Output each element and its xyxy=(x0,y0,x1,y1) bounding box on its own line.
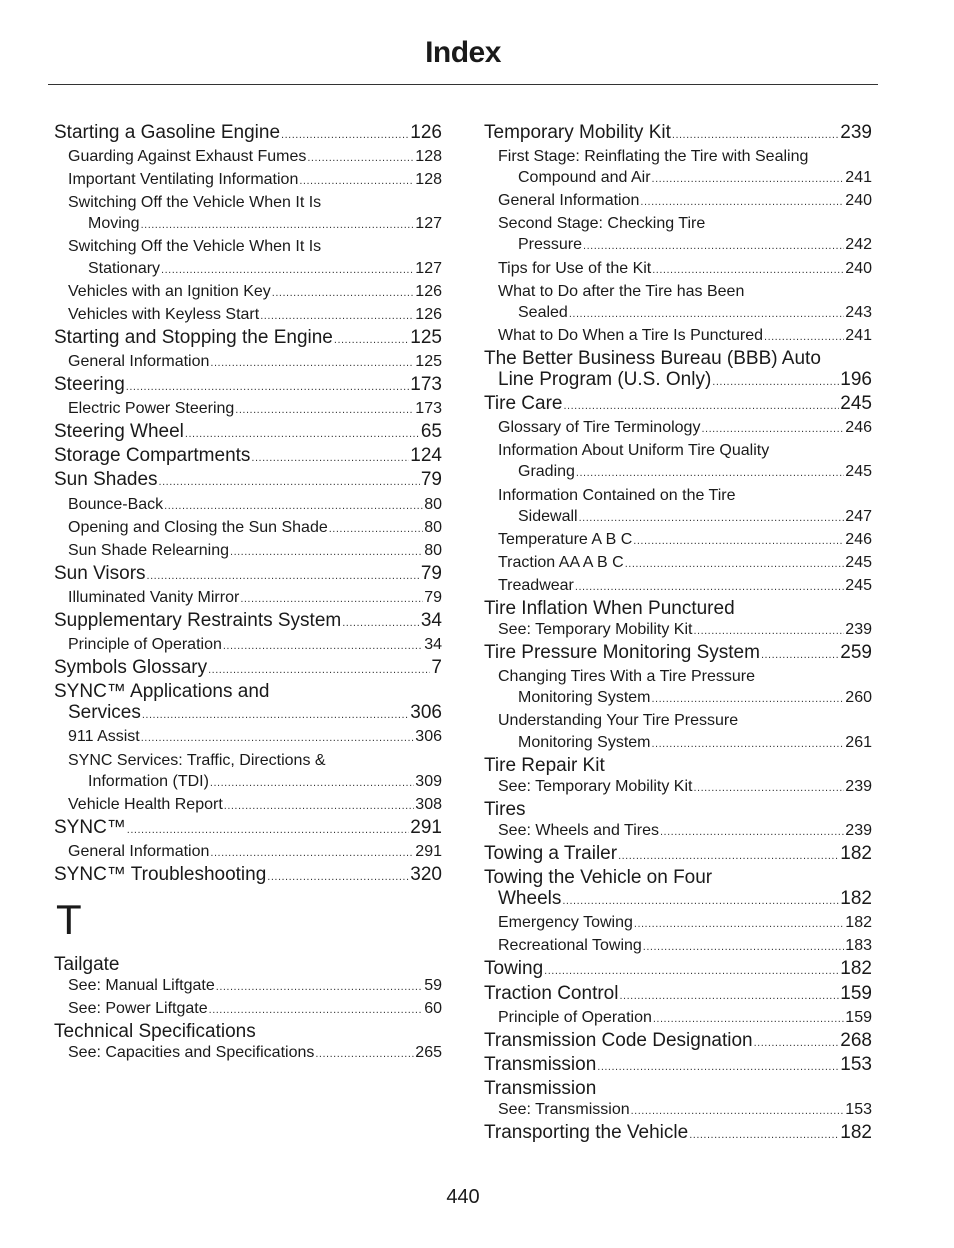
entry-text: Opening and Closing the Sun Shade xyxy=(68,518,328,536)
dot-leader xyxy=(660,822,844,843)
index-subentry xyxy=(484,820,872,843)
index-subentry xyxy=(54,517,442,540)
entry-text: Tire Pressure Monitoring System xyxy=(484,642,760,664)
index-subentry xyxy=(484,417,872,440)
dot-leader xyxy=(210,353,414,374)
dot-leader xyxy=(260,306,414,327)
entry-text: Second Stage: Checking Tire xyxy=(498,215,706,233)
entry-text: First Stage: Reinflating the Tire with Sealing xyxy=(498,148,809,166)
index-subentry xyxy=(484,619,872,642)
entry-text: Vehicles with an Ignition Key xyxy=(68,282,271,300)
index-subentry xyxy=(484,776,872,799)
entry-page-number: 80 xyxy=(424,518,442,536)
entry-page-number: 182 xyxy=(840,888,872,910)
entry-text: Changing Tires With a Tire Pressure xyxy=(498,668,755,686)
dot-leader xyxy=(299,171,414,192)
entry-page-number: 245 xyxy=(845,463,872,481)
index-entry xyxy=(54,445,442,469)
dot-leader xyxy=(281,125,409,146)
index-subentry xyxy=(484,666,872,710)
entry-text: Pressure xyxy=(518,236,583,254)
entry-page-number: 124 xyxy=(410,445,442,467)
dot-leader xyxy=(142,705,409,726)
entry-text: Compound and Air xyxy=(518,169,651,187)
page-title: Index xyxy=(425,36,501,69)
index-entry xyxy=(54,563,442,587)
entry-text: General Information xyxy=(498,192,640,210)
entry-text: Starting a Gasoline Engine xyxy=(54,122,281,143)
index-entry xyxy=(484,393,872,417)
entry-page-number: 308 xyxy=(415,795,442,813)
entry-text: Steering Wheel xyxy=(54,421,184,443)
entry-text: Glossary of Tire Terminology xyxy=(498,419,701,437)
entry-page-number: 182 xyxy=(840,1122,872,1144)
dot-leader xyxy=(653,1009,844,1030)
dot-leader xyxy=(240,589,423,610)
dot-leader xyxy=(209,1000,424,1021)
index-subentry xyxy=(484,213,872,257)
entry-text: Transmission Code Designation xyxy=(484,1029,753,1051)
dot-leader xyxy=(652,734,845,755)
section-letter: T xyxy=(56,896,82,944)
dot-leader xyxy=(576,463,844,484)
dot-leader xyxy=(147,566,420,587)
index-subentry xyxy=(484,190,872,213)
dot-leader xyxy=(631,1101,845,1122)
entry-text: Monitoring System xyxy=(518,689,651,707)
dot-leader xyxy=(575,577,844,598)
entry-page-number: 125 xyxy=(415,352,442,370)
entry-page-number: 59 xyxy=(424,977,442,995)
entry-text: Traction Control xyxy=(484,982,619,1004)
index-subentry xyxy=(54,975,442,998)
dot-leader xyxy=(342,613,420,634)
dot-leader xyxy=(562,891,839,912)
entry-page-number: 239 xyxy=(845,821,872,839)
entry-text: 911 Assist xyxy=(68,728,140,746)
page-number: 440 xyxy=(446,1186,480,1208)
entry-text: Towing xyxy=(484,958,544,980)
dot-leader xyxy=(633,531,844,552)
entry-text: Tailgate xyxy=(54,954,120,976)
entry-page-number: 245 xyxy=(845,553,872,571)
entry-page-number: 79 xyxy=(420,469,442,491)
entry-text: Line Program (U.S. Only) xyxy=(498,369,712,391)
entry-text: Tire Repair Kit xyxy=(484,754,605,776)
index-entry xyxy=(484,348,872,393)
index-entry xyxy=(54,681,442,726)
dot-leader xyxy=(761,645,839,666)
entry-page-number: 126 xyxy=(415,305,442,323)
dot-leader xyxy=(210,843,414,864)
entry-page-number: 182 xyxy=(840,843,872,864)
entry-page-number: 239 xyxy=(840,122,872,143)
entry-page-number: 173 xyxy=(410,374,442,396)
entry-page-number: 159 xyxy=(840,982,872,1004)
index-entry xyxy=(484,755,872,776)
entry-text: Temperature A B C xyxy=(498,530,633,548)
dot-leader xyxy=(161,260,414,281)
entry-page-number: 247 xyxy=(845,507,872,525)
entry-page-number: 80 xyxy=(424,541,442,559)
index-subentry xyxy=(54,634,442,657)
dot-leader xyxy=(618,846,839,867)
dot-leader xyxy=(224,796,415,817)
dot-leader xyxy=(230,542,423,563)
dot-leader xyxy=(579,508,845,529)
index-subentry xyxy=(54,841,442,864)
entry-text: Moving xyxy=(88,215,140,233)
dot-leader xyxy=(693,778,844,799)
index-entry xyxy=(54,374,442,398)
entry-page-number: 34 xyxy=(424,636,442,654)
index-entry xyxy=(484,642,872,666)
dot-leader xyxy=(159,472,420,493)
entry-text: Information Contained on the Tire xyxy=(498,486,736,504)
entry-page-number: 80 xyxy=(424,495,442,513)
dot-leader xyxy=(141,728,415,749)
index-subentry xyxy=(54,726,442,749)
entry-text: Principle of Operation xyxy=(498,1008,652,1026)
index-subentry xyxy=(484,440,872,484)
index-entry xyxy=(54,122,442,146)
entry-text: Traction AA A B C xyxy=(498,553,624,571)
entry-text: Switching Off the Vehicle When It Is xyxy=(68,238,322,256)
index-entry xyxy=(484,1054,872,1078)
dot-leader xyxy=(329,519,423,540)
index-entry xyxy=(484,843,872,867)
index-subentry xyxy=(54,794,442,817)
entry-page-number: 182 xyxy=(845,914,872,932)
dot-leader xyxy=(701,419,844,440)
index-entry xyxy=(54,864,442,888)
index-subentry xyxy=(54,1042,442,1065)
entry-text: Sealed xyxy=(518,303,568,321)
index-subentry xyxy=(54,540,442,563)
index-entry xyxy=(484,799,872,820)
index-subentry xyxy=(54,494,442,517)
entry-text: Steering xyxy=(54,374,125,396)
dot-leader xyxy=(652,260,844,281)
entry-page-number: 260 xyxy=(845,689,872,707)
index-entry xyxy=(54,469,442,493)
dot-leader xyxy=(569,304,844,325)
index-subentry xyxy=(54,236,442,280)
entry-page-number: 128 xyxy=(415,171,442,189)
dot-leader xyxy=(712,372,839,393)
entry-page-number: 239 xyxy=(845,777,872,795)
dot-leader xyxy=(141,215,415,236)
entry-page-number: 265 xyxy=(415,1044,442,1062)
index-subentry xyxy=(54,304,442,327)
entry-page-number: 291 xyxy=(410,816,442,838)
entry-page-number: 126 xyxy=(415,282,442,300)
entry-text: SYNC™ Troubleshooting xyxy=(54,864,267,885)
dot-leader xyxy=(652,169,845,190)
index-entry xyxy=(54,610,442,634)
entry-text: Tire Inflation When Punctured xyxy=(484,597,735,619)
index-subentry xyxy=(484,485,872,529)
index-subentry xyxy=(484,1007,872,1030)
index-subentry xyxy=(484,935,872,958)
entry-text: SYNC™ xyxy=(54,816,126,838)
index-subentry xyxy=(484,912,872,935)
entry-text: Towing a Trailer xyxy=(484,843,618,864)
index-entry xyxy=(484,1078,872,1099)
index-entry xyxy=(484,958,872,982)
entry-text: Starting and Stopping the Engine xyxy=(54,326,333,348)
entry-text: See: Wheels and Tires xyxy=(498,821,659,839)
entry-text: Supplementary Restraints System xyxy=(54,609,342,631)
entry-page-number: 306 xyxy=(410,702,442,724)
entry-text: Stationary xyxy=(88,259,161,277)
entry-page-number: 65 xyxy=(420,421,442,443)
entry-text: Principle of Operation xyxy=(68,636,222,654)
index-subentry xyxy=(484,325,872,348)
dot-leader xyxy=(251,448,409,469)
entry-text: Symbols Glossary xyxy=(54,657,208,679)
index-subentry xyxy=(54,281,442,304)
entry-text: Switching Off the Vehicle When It Is xyxy=(68,194,322,212)
dot-leader xyxy=(126,377,410,398)
entry-page-number: 126 xyxy=(410,122,442,143)
entry-text: Sidewall xyxy=(518,507,578,525)
dot-leader xyxy=(315,1044,414,1065)
entry-text: Monitoring System xyxy=(518,733,651,751)
dot-leader xyxy=(216,977,423,998)
dot-leader xyxy=(652,689,845,710)
index-entry xyxy=(54,327,442,351)
dot-leader xyxy=(223,636,423,657)
dot-leader xyxy=(272,283,415,304)
entry-text: Grading xyxy=(518,463,575,481)
entry-text: What to Do When a Tire Is Punctured xyxy=(498,326,764,344)
entry-text: Wheels xyxy=(498,888,562,910)
entry-page-number: 182 xyxy=(840,958,872,980)
entry-text: Bounce-Back xyxy=(68,495,164,513)
index-entry xyxy=(484,598,872,619)
entry-text: Sun Visors xyxy=(54,562,146,584)
dot-leader xyxy=(583,236,844,257)
dot-leader xyxy=(693,621,844,642)
entry-text: See: Transmission xyxy=(498,1101,630,1119)
index-subentry xyxy=(484,710,872,754)
entry-text: Storage Compartments xyxy=(54,445,251,467)
entry-text: General Information xyxy=(68,842,210,860)
entry-text: What to Do after the Tire has Been xyxy=(498,282,745,300)
entry-page-number: 34 xyxy=(420,609,442,631)
dot-leader xyxy=(619,986,839,1007)
entry-text: SYNC Services: Traffic, Directions & xyxy=(68,751,326,769)
index-subentry xyxy=(54,192,442,236)
dot-leader xyxy=(597,1057,839,1078)
index-subentry xyxy=(484,281,872,325)
dot-leader xyxy=(164,496,423,517)
index-entry xyxy=(484,867,872,912)
entry-text: Information About Uniform Tire Quality xyxy=(498,442,770,460)
index-column-left xyxy=(54,122,442,1066)
entry-page-number: 241 xyxy=(845,326,872,344)
title-divider xyxy=(48,84,878,85)
entry-page-number: 173 xyxy=(415,400,442,418)
index-subentry xyxy=(484,575,872,598)
dot-leader xyxy=(640,192,844,213)
dot-leader xyxy=(672,125,839,146)
dot-leader xyxy=(235,400,414,421)
dot-leader xyxy=(544,961,839,982)
entry-page-number: 127 xyxy=(415,259,442,277)
entry-page-number: 306 xyxy=(415,728,442,746)
dot-leader xyxy=(208,660,430,681)
entry-text: Tips for Use of the Kit xyxy=(498,259,652,277)
dot-leader xyxy=(643,937,845,958)
entry-text: Information (TDI) xyxy=(88,772,209,790)
entry-page-number: 196 xyxy=(840,369,872,391)
index-subentry xyxy=(54,398,442,421)
index-subentry xyxy=(54,998,442,1021)
dot-leader xyxy=(764,327,844,348)
index-entry xyxy=(484,122,872,146)
dot-leader xyxy=(210,773,414,794)
entry-page-number: 242 xyxy=(845,236,872,254)
entry-text: See: Temporary Mobility Kit xyxy=(498,777,693,795)
index-subentry xyxy=(484,529,872,552)
dot-leader xyxy=(267,867,409,888)
entry-text: SYNC™ Applications and xyxy=(54,681,270,703)
entry-text: Sun Shade Relearning xyxy=(68,541,230,559)
entry-page-number: 239 xyxy=(845,621,872,639)
dot-leader xyxy=(625,554,845,575)
entry-text: Temporary Mobility Kit xyxy=(484,122,671,143)
index-entry xyxy=(54,1021,442,1042)
entry-text: Tire Care xyxy=(484,393,563,415)
index-subentry xyxy=(54,587,442,610)
entry-page-number: 259 xyxy=(840,642,872,664)
entry-text: Important Ventilating Information xyxy=(68,171,299,189)
entry-text: Services xyxy=(68,702,141,724)
entry-page-number: 7 xyxy=(431,657,442,679)
entry-page-number: 320 xyxy=(410,864,442,885)
entry-page-number: 128 xyxy=(415,148,442,166)
entry-page-number: 127 xyxy=(415,215,442,233)
entry-page-number: 245 xyxy=(840,393,872,415)
dot-leader xyxy=(634,914,844,935)
index-entry xyxy=(484,1122,872,1146)
index-column-right xyxy=(484,122,872,1146)
entry-text: Electric Power Steering xyxy=(68,400,235,418)
index-entry xyxy=(484,983,872,1007)
dot-leader xyxy=(307,148,414,169)
entry-page-number: 79 xyxy=(420,562,442,584)
entry-text: Emergency Towing xyxy=(498,914,633,932)
entry-text: Vehicle Health Report xyxy=(68,795,223,813)
entry-page-number: 240 xyxy=(845,259,872,277)
dot-leader xyxy=(127,820,410,841)
entry-page-number: 240 xyxy=(845,192,872,210)
index-entry xyxy=(54,657,442,681)
entry-page-number: 125 xyxy=(410,326,442,348)
index-subentry xyxy=(484,146,872,190)
entry-page-number: 246 xyxy=(845,419,872,437)
entry-page-number: 246 xyxy=(845,530,872,548)
entry-page-number: 60 xyxy=(424,1000,442,1018)
dot-leader xyxy=(754,1033,840,1054)
entry-text: Transporting the Vehicle xyxy=(484,1122,689,1144)
entry-text: Transmission xyxy=(484,1053,597,1075)
entry-text: The Better Business Bureau (BBB) Auto xyxy=(484,347,821,369)
index-subentry xyxy=(54,146,442,169)
entry-text: Transmission xyxy=(484,1077,597,1099)
index-subentry xyxy=(54,351,442,374)
entry-page-number: 241 xyxy=(845,169,872,187)
entry-page-number: 153 xyxy=(840,1053,872,1075)
dot-leader xyxy=(185,424,420,445)
entry-text: Treadwear xyxy=(498,576,574,594)
entry-text: See: Capacities and Specifications xyxy=(68,1044,315,1062)
entry-page-number: 243 xyxy=(845,303,872,321)
entry-text: Technical Specifications xyxy=(54,1021,256,1043)
entry-text: See: Manual Liftgate xyxy=(68,977,215,995)
entry-text: Guarding Against Exhaust Fumes xyxy=(68,148,307,166)
entry-text: Illuminated Vanity Mirror xyxy=(68,588,240,606)
entry-text: See: Power Liftgate xyxy=(68,1000,208,1018)
index-entry xyxy=(54,817,442,841)
index-subentry xyxy=(54,750,442,794)
index-subentry xyxy=(54,169,442,192)
entry-page-number: 261 xyxy=(845,733,872,751)
entry-text: Understanding Your Tire Pressure xyxy=(498,712,739,730)
entry-page-number: 153 xyxy=(845,1101,872,1119)
entry-page-number: 268 xyxy=(840,1029,872,1051)
entry-text: See: Temporary Mobility Kit xyxy=(498,621,693,639)
entry-page-number: 309 xyxy=(415,772,442,790)
entry-text: Tires xyxy=(484,798,526,820)
entry-text: Recreational Towing xyxy=(498,937,642,955)
index-entry xyxy=(54,954,442,975)
entry-page-number: 291 xyxy=(415,842,442,860)
entry-page-number: 79 xyxy=(424,588,442,606)
index-entry xyxy=(484,1030,872,1054)
index-subentry xyxy=(484,1099,872,1122)
entry-text: Towing the Vehicle on Four xyxy=(484,867,713,889)
dot-leader xyxy=(563,396,839,417)
entry-text: Sun Shades xyxy=(54,469,158,491)
entry-page-number: 183 xyxy=(845,937,872,955)
index-subentry xyxy=(484,552,872,575)
dot-leader xyxy=(334,330,409,351)
dot-leader xyxy=(689,1125,839,1146)
index-subentry xyxy=(484,258,872,281)
entry-text: Vehicles with Keyless Start xyxy=(68,305,260,323)
index-entry xyxy=(54,421,442,445)
entry-page-number: 159 xyxy=(845,1008,872,1026)
entry-page-number: 245 xyxy=(845,576,872,594)
entry-text: General Information xyxy=(68,352,210,370)
